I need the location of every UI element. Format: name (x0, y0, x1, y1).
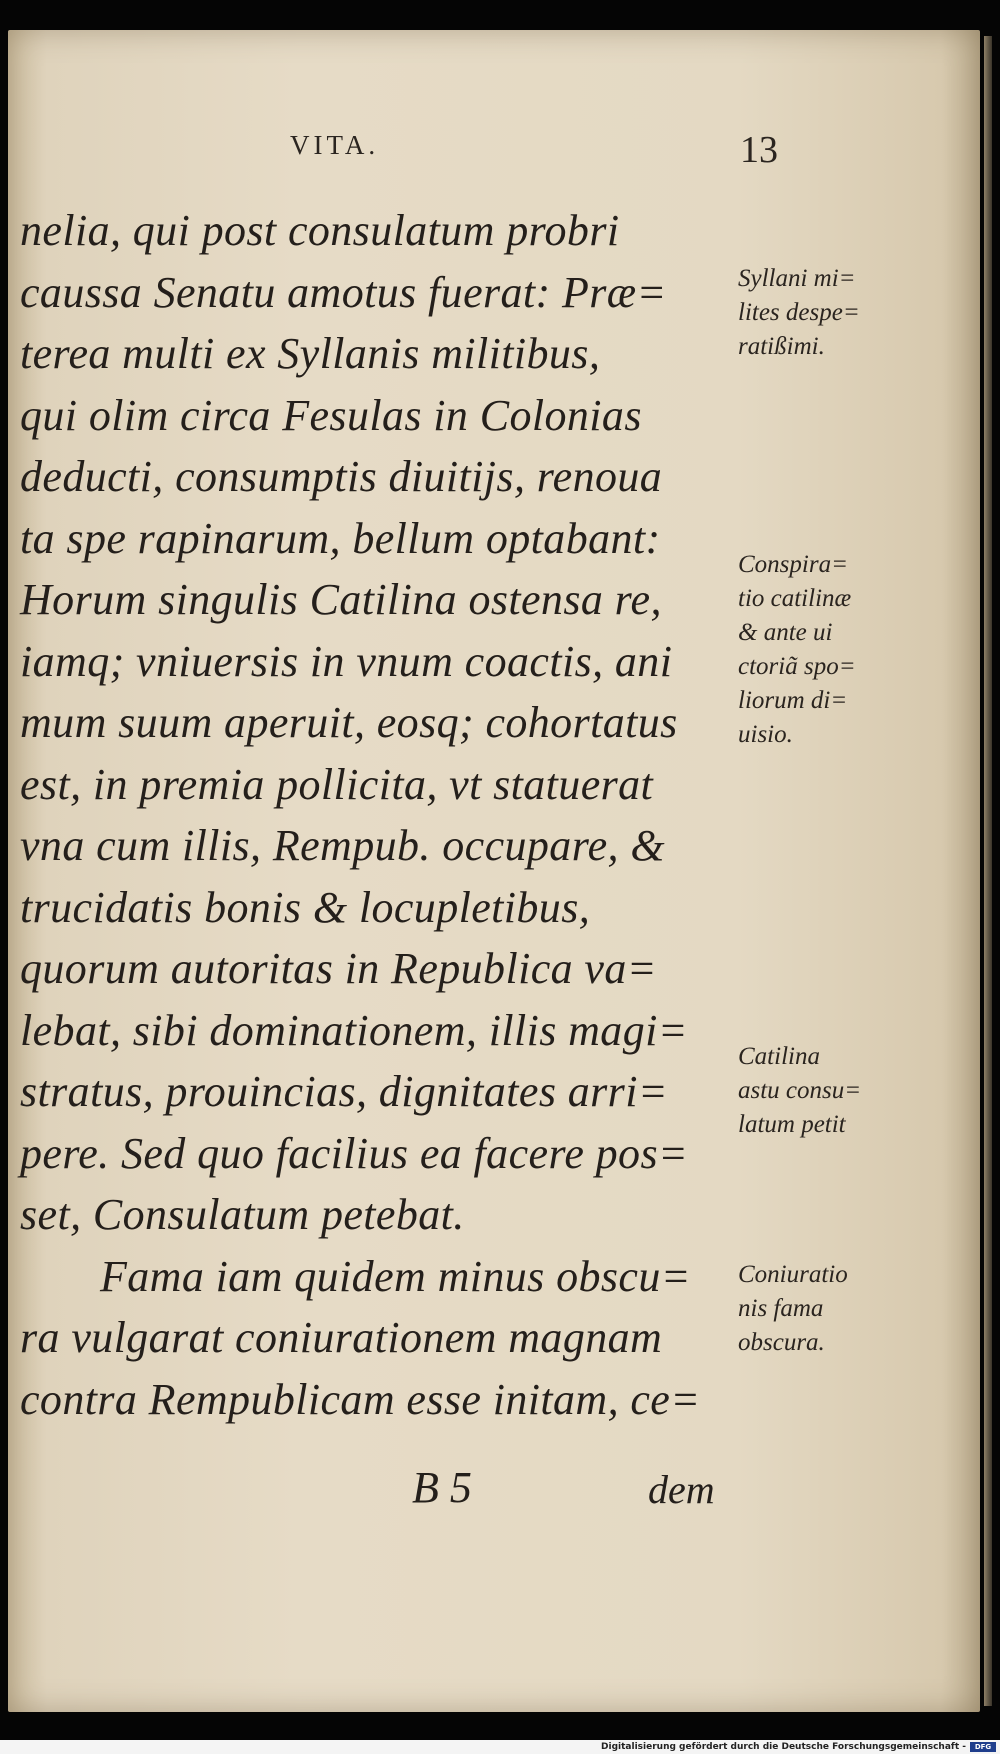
text-line: lebat, sibi dominationem, illis magi= (20, 1005, 688, 1055)
margin-note-line: ctoriã spo= (738, 653, 856, 680)
text-line: nelia, qui post consulatum probri (20, 206, 620, 255)
text-line: terea multi ex Syllanis militibus, (20, 329, 601, 378)
catchword: dem (648, 1467, 715, 1512)
text-line: vna cum illis, Rempub. occupare, & (20, 821, 665, 870)
margin-note-line: Syllani mi= (738, 265, 856, 292)
text-line: est, in premia pollicita, vt statuerat (20, 759, 654, 809)
margin-note-line: nis fama (738, 1295, 824, 1322)
text-line: ta spe rapinarum, bellum optabant: (20, 513, 661, 563)
text-line: Horum singulis Catilina ostensa re, (20, 575, 662, 624)
text-line: mum suum aperuit, eosq; cohortatus (20, 698, 678, 747)
text-line: qui olim circa Fesulas in Colonias (20, 390, 642, 440)
main-text-block (20, 200, 730, 1430)
margin-note-line: Coniuratio (738, 1261, 848, 1288)
funding-credit: Digitalisierung gefördert durch die Deutsche Forschungsgemeinschaft - (601, 1742, 966, 1752)
page-edge-shadow (984, 36, 992, 1706)
margin-note-line: astu consu= (738, 1077, 862, 1104)
margin-note-line: liorum di= (738, 687, 848, 714)
text-line: set, Consulatum petebat. (20, 1190, 465, 1239)
running-head: VITA. (290, 130, 380, 160)
text-line: caussa Senatu amotus fuerat: Præ= (20, 267, 667, 317)
margin-note-line: ratißimi. (738, 333, 825, 360)
text-line: iamq; vniuersis in vnum coactis, ani (20, 636, 673, 686)
margin-note-line: tio catilinæ (738, 585, 852, 612)
margin-note-line: Conspira= (738, 551, 848, 578)
text-line: ra vulgarat coniurationem magnam (20, 1313, 663, 1362)
text-line: quorum autoritas in Republica va= (20, 944, 657, 993)
text-line: trucidatis bonis & locupletibus, (20, 882, 591, 932)
text-line: contra Rempublicam esse initam, ce= (20, 1374, 701, 1424)
text-line: deducti, consumptis diuitijs, renoua (20, 452, 663, 501)
margin-note-line: uisio. (738, 721, 793, 748)
page-number: 13 (740, 129, 778, 171)
page-foot (20, 1462, 730, 1522)
text-line: stratus, prouincias, dignitates arri= (20, 1067, 668, 1116)
signature-mark: B 5 (412, 1463, 472, 1512)
text-line: pere. Sed quo facilius ea facere pos= (20, 1128, 689, 1178)
margin-note-line: latum petit (738, 1111, 846, 1138)
digitization-footer (0, 1740, 1000, 1754)
margin-note-line: obscura. (738, 1329, 825, 1356)
text-line-paragraph-start: Fama iam quidem minus obscu= (100, 1251, 691, 1301)
margin-note-catilina (738, 1040, 898, 1142)
margin-note-coniuratio (738, 1258, 898, 1360)
margin-note-line: & ante ui (738, 619, 833, 646)
margin-note-syllani (738, 262, 898, 364)
margin-note-line: Catilina (738, 1043, 820, 1070)
margin-note-line: lites despe= (738, 299, 860, 326)
dfg-logo-icon: DFG (970, 1742, 996, 1752)
margin-note-conspiratio (738, 548, 898, 752)
